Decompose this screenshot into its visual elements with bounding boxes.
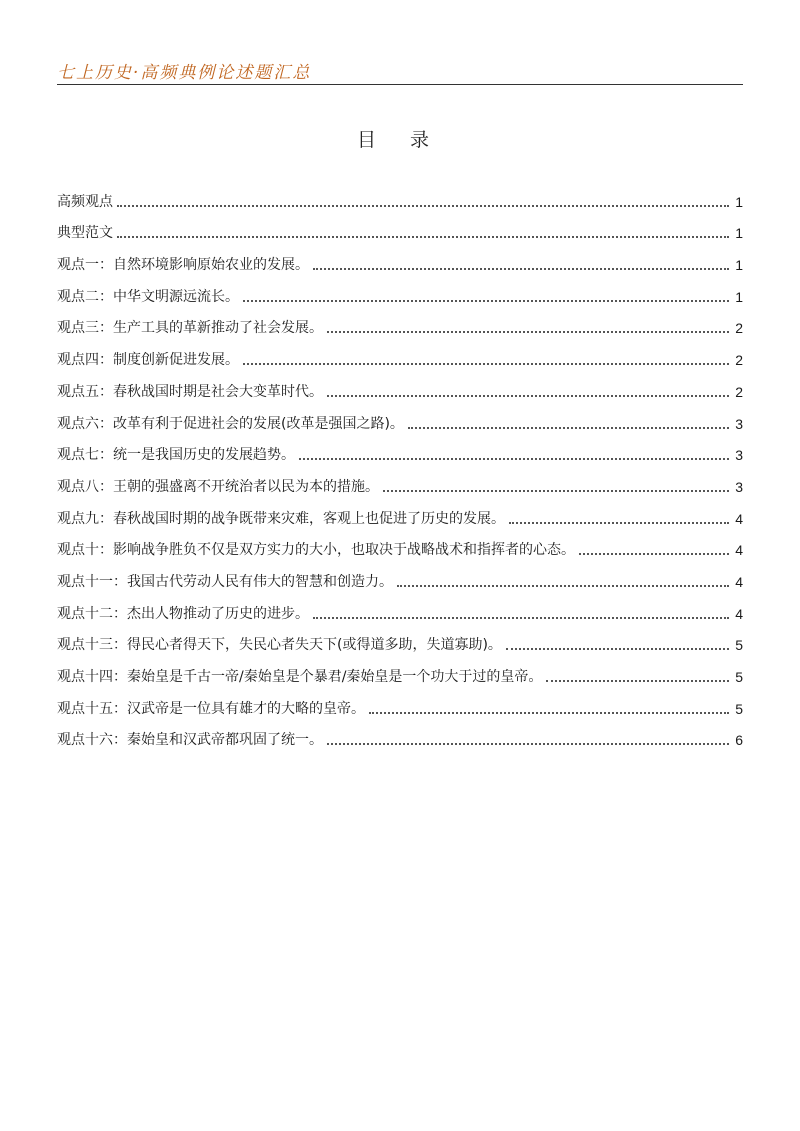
toc-entry-page[interactable]: 1 xyxy=(735,225,743,242)
toc-entry-label[interactable]: 观点十六：秦始皇和汉武帝都巩固了统一。 xyxy=(57,732,323,749)
toc-entry-page[interactable]: 4 xyxy=(735,510,743,527)
toc-entry-page[interactable]: 1 xyxy=(735,288,743,305)
toc-entry-page[interactable]: 1 xyxy=(735,193,743,210)
header-title: 七上历史·高频典例论述题汇总 xyxy=(57,63,312,83)
toc-entry-page[interactable]: 1 xyxy=(735,257,743,274)
toc-entry-label[interactable]: 典型范文 xyxy=(57,225,113,242)
toc-entry-label[interactable]: 观点八：王朝的强盛离不开统治者以民为本的措施。 xyxy=(57,478,379,495)
toc-dot-leader xyxy=(383,490,729,492)
toc-title: 目 录 xyxy=(356,129,444,151)
toc-dot-leader xyxy=(397,585,729,587)
toc-entry[interactable] xyxy=(57,499,743,531)
toc-entry-label[interactable]: 高频观点 xyxy=(57,193,113,210)
toc-entry[interactable] xyxy=(57,404,743,436)
toc-entry[interactable] xyxy=(57,309,743,341)
toc-entry-page[interactable]: 5 xyxy=(735,637,743,654)
toc-entry-label[interactable]: 观点五：春秋战国时期是社会大变革时代。 xyxy=(57,383,323,400)
toc-entry[interactable] xyxy=(57,657,743,689)
toc-dot-leader xyxy=(243,363,729,365)
toc-entry[interactable] xyxy=(57,626,743,658)
toc-dot-leader xyxy=(327,331,729,333)
toc-entry-label[interactable]: 观点十三：得民心者得天下，失民心者失天下(或得道多助，失道寡助)。 xyxy=(57,637,502,654)
table-of-contents xyxy=(57,182,743,752)
toc-entry-page[interactable]: 5 xyxy=(735,669,743,685)
toc-entry-page[interactable]: 5 xyxy=(735,700,743,717)
toc-entry-page[interactable]: 4 xyxy=(735,542,743,559)
toc-entry[interactable] xyxy=(57,214,743,246)
toc-entry[interactable] xyxy=(57,594,743,626)
toc-entry[interactable] xyxy=(57,531,743,563)
toc-dot-leader xyxy=(509,522,729,524)
toc-entry[interactable] xyxy=(57,277,743,309)
toc-dot-leader xyxy=(506,648,729,650)
toc-entry[interactable] xyxy=(57,689,743,721)
toc-entry-page[interactable]: 2 xyxy=(735,352,743,369)
toc-entry-label[interactable]: 观点一：自然环境影响原始农业的发展。 xyxy=(57,257,309,274)
toc-entry-page[interactable]: 4 xyxy=(735,605,743,622)
toc-entry-label[interactable]: 观点六：改革有利于促进社会的发展(改革是强国之路)。 xyxy=(57,415,404,432)
toc-dot-leader xyxy=(243,300,729,302)
toc-dot-leader xyxy=(299,458,729,460)
toc-entry[interactable] xyxy=(57,721,743,753)
toc-entry-label[interactable]: 观点十：影响战争胜负不仅是双方实力的大小，也取决于战略战术和指挥者的心态。 xyxy=(57,542,575,559)
toc-entry[interactable] xyxy=(57,467,743,499)
toc-entry-label[interactable]: 观点二：中华文明源远流长。 xyxy=(57,288,239,305)
toc-entry-page[interactable]: 4 xyxy=(735,573,743,590)
toc-entry-label[interactable]: 观点七：统一是我国历史的发展趋势。 xyxy=(57,447,295,464)
toc-entry-label[interactable]: 观点十一：我国古代劳动人民有伟大的智慧和创造力。 xyxy=(57,573,393,590)
toc-dot-leader xyxy=(313,268,729,270)
toc-dot-leader xyxy=(546,680,729,682)
toc-dot-leader xyxy=(369,712,729,714)
toc-dot-leader xyxy=(313,617,729,619)
toc-dot-leader xyxy=(327,395,729,397)
toc-entry-label[interactable]: 观点四：制度创新促进发展。 xyxy=(57,352,239,369)
page-header xyxy=(57,56,743,85)
toc-entry[interactable] xyxy=(57,245,743,277)
toc-dot-leader xyxy=(327,743,729,745)
toc-entry-page[interactable]: 2 xyxy=(735,320,743,337)
toc-entry-page[interactable]: 6 xyxy=(735,732,743,749)
toc-dot-leader xyxy=(117,205,729,207)
toc-entry[interactable] xyxy=(57,182,743,214)
toc-entry[interactable] xyxy=(57,562,743,594)
toc-entry-page[interactable]: 3 xyxy=(735,478,743,495)
toc-entry-page[interactable]: 3 xyxy=(735,415,743,432)
toc-entry-page[interactable]: 2 xyxy=(735,383,743,400)
toc-entry-page[interactable]: 3 xyxy=(735,447,743,464)
toc-entry[interactable] xyxy=(57,436,743,468)
toc-entry-label[interactable]: 观点九：春秋战国时期的战争既带来灾难，客观上也促进了历史的发展。 xyxy=(57,510,505,527)
toc-entry-label[interactable]: 观点十四：秦始皇是千古一帝/秦始皇是个暴君/秦始皇是一个功大于过的皇帝。 xyxy=(57,669,543,685)
toc-entry[interactable] xyxy=(57,372,743,404)
toc-entry-label[interactable]: 观点十二：杰出人物推动了历史的进步。 xyxy=(57,605,309,622)
toc-entry-label[interactable]: 观点三：生产工具的革新推动了社会发展。 xyxy=(57,320,323,337)
toc-dot-leader xyxy=(579,553,729,555)
toc-dot-leader xyxy=(408,427,729,429)
toc-dot-leader xyxy=(117,236,729,238)
toc-entry[interactable] xyxy=(57,340,743,372)
toc-entry-label[interactable]: 观点十五：汉武帝是一位具有雄才的大略的皇帝。 xyxy=(57,700,365,717)
